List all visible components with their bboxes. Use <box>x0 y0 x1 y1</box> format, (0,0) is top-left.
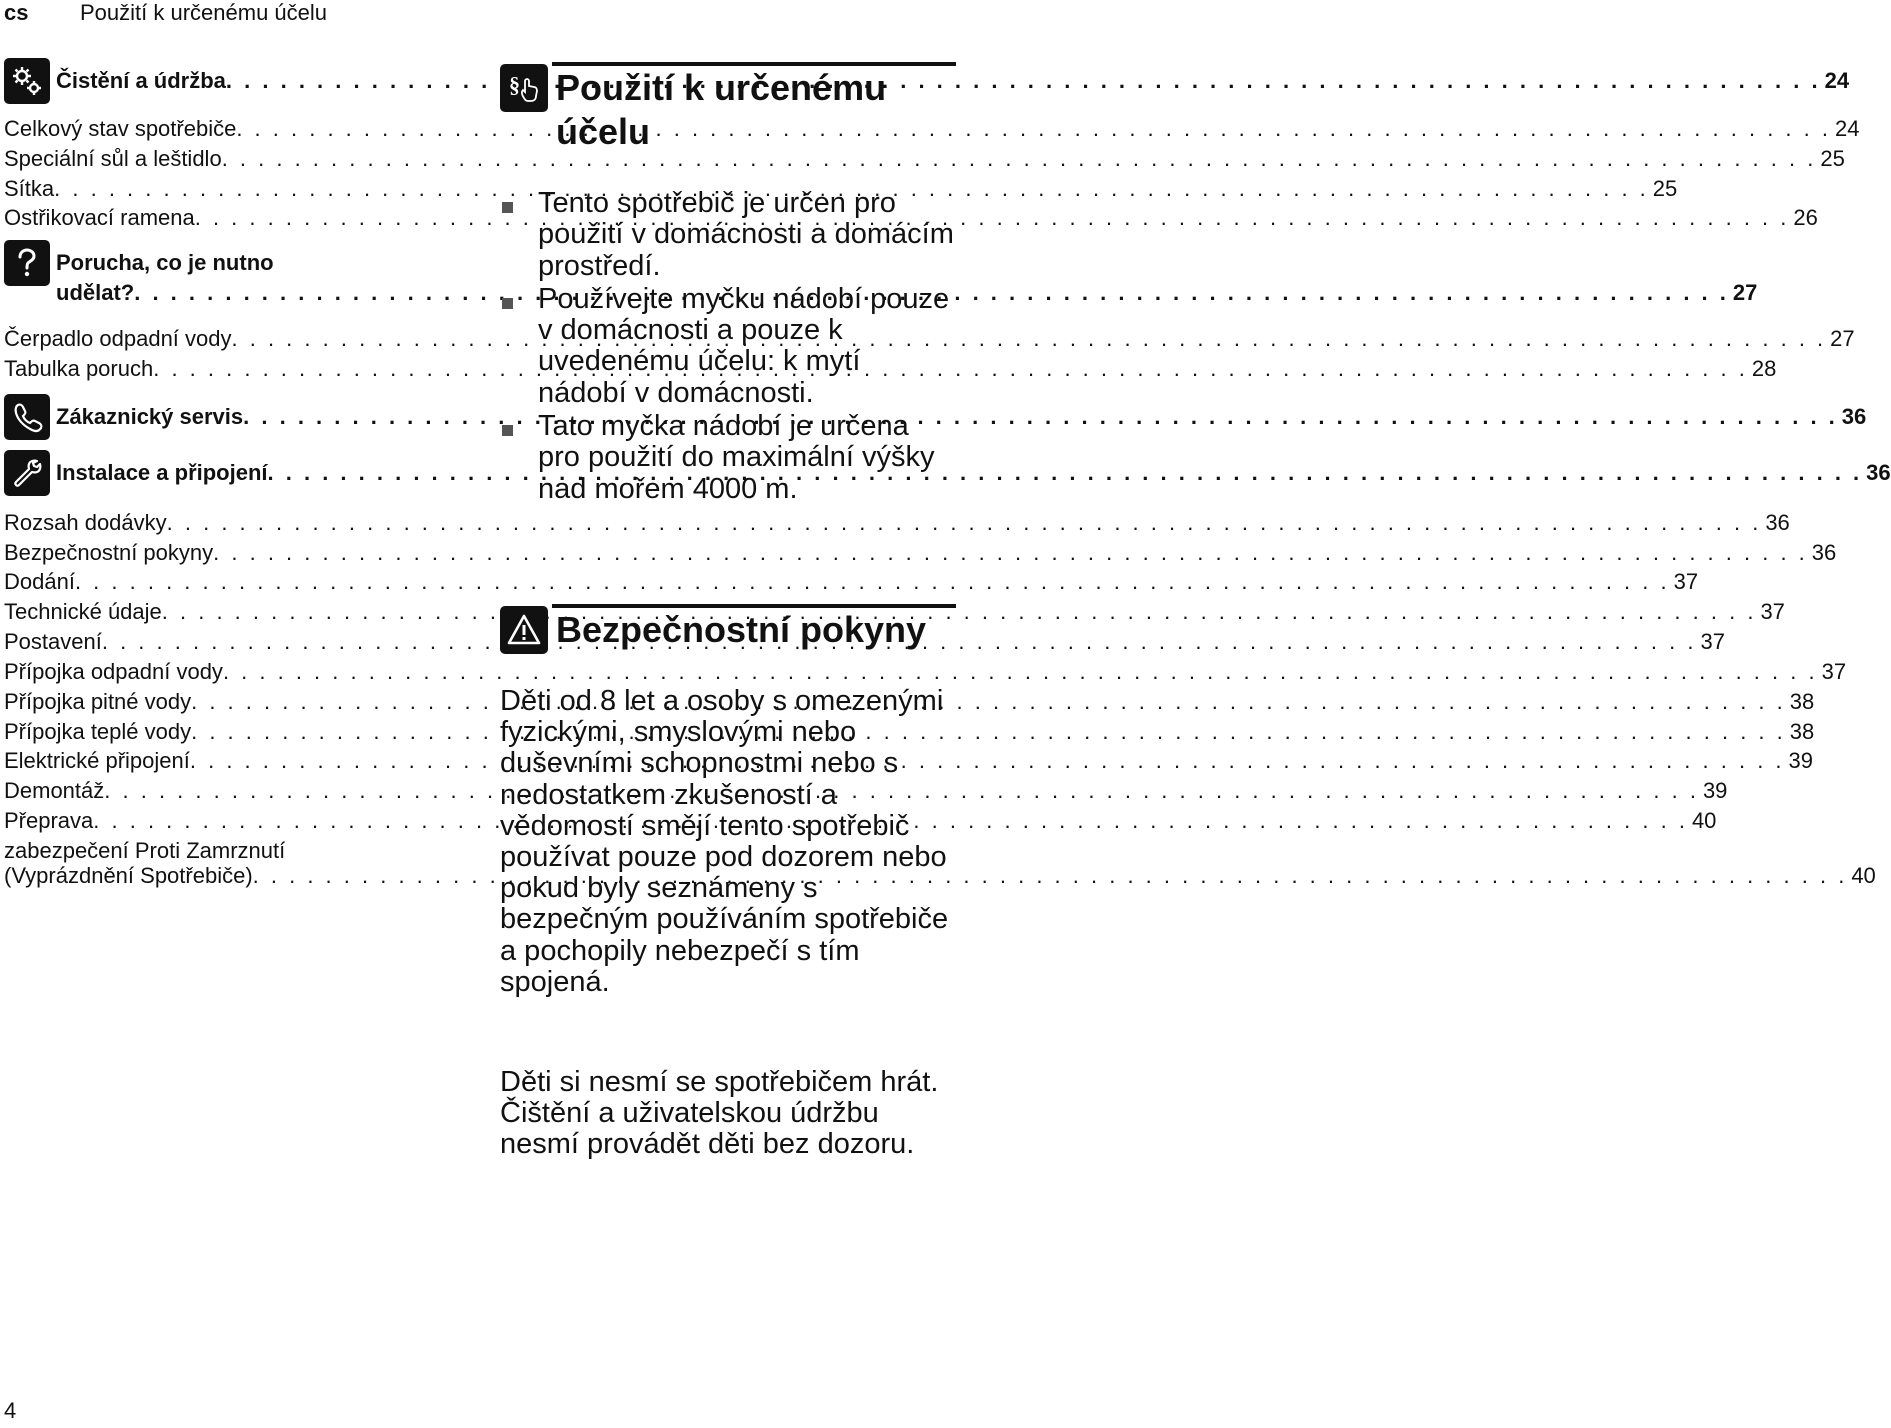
toc-entry[interactable]: zabezpečení Proti Zamrznutí (Vyprázdnění Spotřebiče) . . . 40 <box>4 838 448 888</box>
toc-title: Čistění a údržba <box>56 68 226 93</box>
toc-title-line: udělat? <box>56 280 135 305</box>
toc-entry[interactable]: Rozsah dodávky . . . 36 <box>4 510 448 536</box>
paragraph-hand-icon <box>500 64 548 112</box>
toc-entry[interactable]: Přeprava . . . 40 <box>4 808 448 834</box>
toc-entry[interactable]: Přípojka teplé vody . . . 38 <box>4 719 448 745</box>
toc-page: 36 <box>1866 460 1891 485</box>
toc-entry[interactable]: Demontáž . . . 39 <box>4 778 448 804</box>
toc-entry[interactable]: Celkový stav spotřebiče . . . 24 <box>4 116 448 142</box>
toc-entry[interactable]: Tabulka poruch . . . 28 <box>4 356 448 382</box>
toc-entry[interactable]: Postavení . . . 37 <box>4 629 448 655</box>
toc-entry[interactable]: Čerpadlo odpadní vody . . . 27 <box>4 326 448 352</box>
toc-title-line: Porucha, co je nutno <box>56 250 274 275</box>
warning-triangle-icon <box>500 606 548 654</box>
section-title: Bezpečnostní pokyny <box>556 609 927 650</box>
list-item: Používejte myčku nádobí pouze v domácnosti a pouze k uvedenému účelu: k mytí nádobí v domácnosti. <box>500 284 956 409</box>
toc-entry[interactable]: Technické údaje . . . 37 <box>4 599 448 625</box>
safety-paragraph: Děti si nesmí se spotřebičem hrát. Čištění a uživatelskou údržbu nesmí provádět děti bez dozoru. <box>500 1066 939 1161</box>
toc-section-installation[interactable] <box>4 450 1891 496</box>
section-title-line: Použití k určenému <box>556 67 887 108</box>
toc-page: 27 <box>1732 280 1758 305</box>
usage-bullet-list <box>500 188 956 507</box>
toc-entry[interactable]: Přípojka pitné vody . . . 38 <box>4 689 448 715</box>
list-item: Tento spotřebič je určen pro použití v domácnosti a domácím prostředí. <box>500 188 956 282</box>
running-title: Použití k určenému účelu <box>80 0 328 25</box>
section-title-line: účelu <box>556 111 651 152</box>
toc-entry[interactable]: Speciální sůl a leštidlo . . . 25 <box>4 146 448 172</box>
toc-title: Instalace a připojení <box>56 460 268 485</box>
toc-entry[interactable]: Bezpečnostní pokyny . . . 36 <box>4 540 448 566</box>
wrench-icon <box>4 450 50 496</box>
language-code: cs <box>4 0 29 25</box>
safety-paragraph: Děti od 8 let a osoby s omezenými fyzickými, smyslovými nebo duševními schopnostmi nebo s nedostatkem zkušeností a vědomostí smějí tento spotřebič používat pouze pod dozorem nebo pokud byly seznámeny s bezpečným používáním spotřebiče a pochopily nebezpečí s tím spojená. <box>500 685 949 998</box>
toc-entry[interactable]: Sítka . . . 25 <box>4 176 448 202</box>
toc-entry[interactable]: Ostřikovací ramena . . . 26 <box>4 205 448 231</box>
phone-icon <box>4 394 50 440</box>
section-heading-usage <box>500 62 956 154</box>
toc-section-troubleshooting[interactable] <box>4 240 1758 308</box>
list-item: Tato myčka nádobí je určena pro použití do maximální výšky nad mořem 4000 m. <box>500 411 956 505</box>
section-heading-safety <box>500 604 956 654</box>
toc-page: 36 <box>1841 404 1867 429</box>
toc-section-service[interactable] <box>4 394 1867 440</box>
toc-entry[interactable]: Elektrické připojení . . . 39 <box>4 748 448 774</box>
question-icon <box>4 240 50 286</box>
svg-text:§: § <box>509 72 520 97</box>
gears-cleaning-icon <box>4 58 50 104</box>
toc-title: Zákaznický servis <box>56 404 244 429</box>
toc-page: 24 <box>1824 68 1850 93</box>
toc-entry[interactable]: Přípojka odpadní vody . . . 37 <box>4 659 448 685</box>
toc-entry[interactable]: Dodání . . . 37 <box>4 569 448 595</box>
page-number: 4 <box>4 1398 17 1423</box>
